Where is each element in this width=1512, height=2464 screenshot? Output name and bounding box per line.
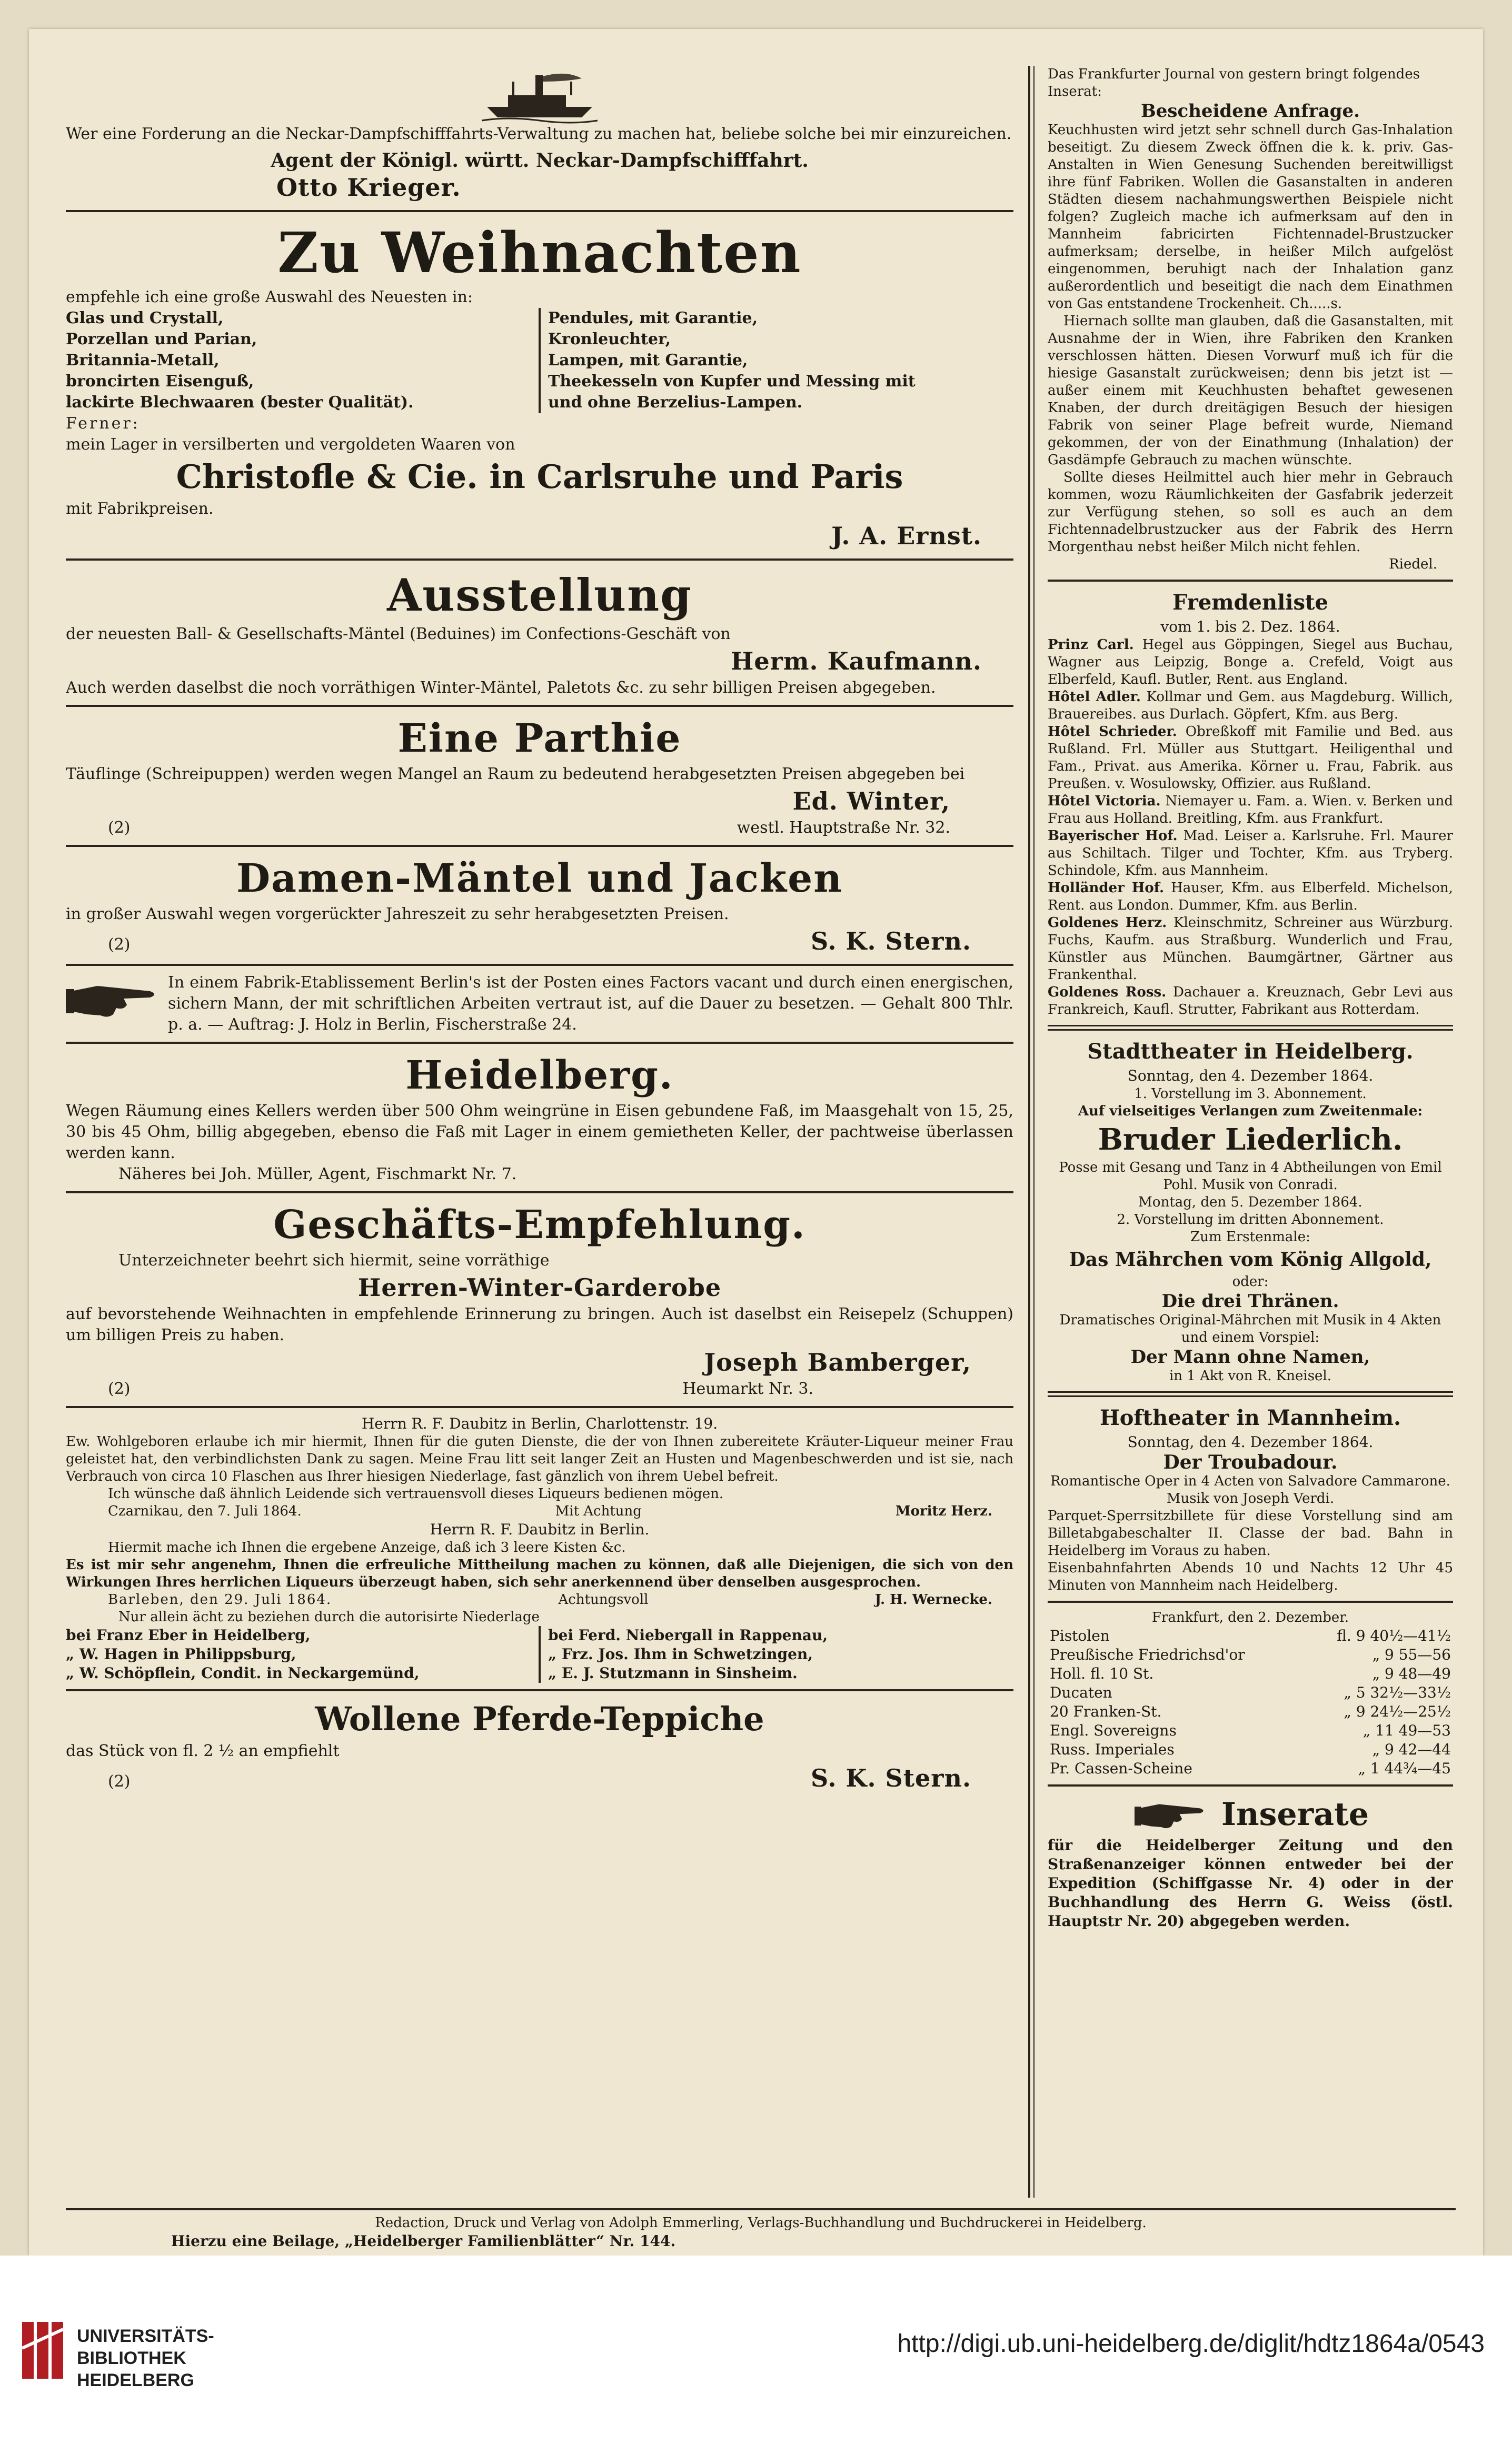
geschaeft-addr: Heumarkt Nr. 3. <box>682 1380 813 1398</box>
factor-text: In einem Fabrik-Etablissement Berlin's ist der Posten eines Factors vacant und durch einen energischen, sichern Mann, der mit schriftlichen Arbeiten vertraut ist, auf die Dauer zu besetzen. — Gehalt 800 Thlr. p. a. — Auftrag: J. Holz in Berlin, Fischerstraße 24. <box>168 973 1013 1034</box>
letter-text: Es ist mir sehr angenehm, Ihnen die erfreuliche Mittheilung machen zu können, daß alle Diejenigen, die sich von den Wirkungen Ihres herrlichen Liqueurs überzeugt haben, sich sehr anerkennend über denselben ausgesprochen. <box>66 1557 1013 1590</box>
library-name-line: BIBLIOTHEK <box>77 2348 186 2368</box>
parthie-ad <box>66 713 1013 839</box>
exchange-rates <box>1048 1627 1453 1778</box>
stadttheater-date2: Montag, den 5. Dezember 1864. <box>1138 1194 1362 1210</box>
letter-place: Czarnikau, den 7. Juli 1864. <box>108 1503 302 1519</box>
depot-line: „ W. Hagen in Philippsburg, <box>66 1645 296 1663</box>
weihnachten-firm: J. A. Ernst. <box>831 522 982 550</box>
ausstellung-firm: Herm. Kaufmann. <box>730 647 982 675</box>
hotel-name: Hôtel Victoria. <box>1048 793 1161 809</box>
fremdenliste-date: vom 1. bis 2. Dez. 1864. <box>1160 618 1340 635</box>
ub-heidelberg-logo-icon <box>19 2319 66 2382</box>
coin-name: Russ. Imperiales <box>1050 1741 1175 1758</box>
fremden-entry <box>1048 723 1453 793</box>
divider <box>1048 1391 1453 1397</box>
letter-text: Ew. Wohlgeboren erlaube ich mir hiermit, Ihnen für die guten Dienste, die der von Ihnen zubereitete Kräuter-Liqueur meiner Frau geleistet hat, den verbindlichsten Dank zu sagen. Meine Frau litt seit langer Zeit an Husten und Magenbeschwerden und ist sie, nach Verbrauch von circa 10 Flaschen aus Ihrer hiesigen Niederlage, fast gänzlich von ihrem Uebel befreit. <box>66 1434 1013 1484</box>
depot-line: „ Frz. Jos. Ihm in Schwetzingen, <box>548 1645 813 1663</box>
item-line: broncirten Eisenguß, <box>66 372 254 391</box>
hotel-name: Hôtel Adler. <box>1048 689 1141 705</box>
coin-rate: „ 11 49—53 <box>1362 1722 1451 1739</box>
hotel-name: Goldenes Herz. <box>1048 915 1167 931</box>
fremden-entry <box>1048 880 1453 914</box>
item-line: und ohne Berzelius-Lampen. <box>548 393 803 412</box>
column-rule <box>1033 66 1034 2198</box>
item-line: Britannia-Metall, <box>66 351 220 370</box>
left-column <box>66 66 1013 1794</box>
garderobe-line: Herren-Winter-Garderobe <box>357 1273 722 1302</box>
stadttheater-desc3: in 1 Akt von R. Kneisel. <box>1169 1368 1331 1384</box>
divider <box>66 1406 1013 1408</box>
guest-list: Kleinschmitz, Schreiner aus Würzburg. Fuchs, Kaufm. aus Straßburg. Wunderlich und Frau, Künstler aus München. Baumgärtner, Gärtner aus Frankenthal. <box>1048 915 1453 983</box>
stadttheater-desc: Posse mit Gesang und Tanz in 4 Abtheilungen von Emil Pohl. Musik von Conradi. <box>1059 1160 1442 1193</box>
fremden-entry <box>1048 689 1453 723</box>
library-name-line: HEIDELBERG <box>77 2370 194 2390</box>
stadttheater-vorst: 1. Vorstellung im 3. Abonnement. <box>1134 1086 1367 1102</box>
stadttheater-vorst2: 2. Vorstellung im dritten Abonnement. <box>1117 1212 1384 1228</box>
divider <box>1048 1601 1453 1603</box>
guest-list: Niemayer u. Fam. a. Wien. v. Berken und Frau aus Holland. Breitling, Kfm. aus Frankfurt. <box>1048 793 1453 826</box>
coin-name: Holl. fl. 10 St. <box>1050 1665 1154 1682</box>
depot-line: bei Franz Eber in Heidelberg, <box>66 1627 311 1644</box>
ausstellung-text: der neuesten Ball- & Gesellschafts-Mäntel (Beduines) im Confections-Geschäft von <box>66 625 731 643</box>
divider <box>66 1042 1013 1044</box>
coin-rate: „ 9 48—49 <box>1372 1665 1451 1682</box>
repeat-count: (2) <box>108 935 131 954</box>
stadttheater-ad <box>1048 1037 1453 1385</box>
teppiche-text: das Stück von fl. 2 ½ an empfiehlt <box>66 1742 340 1760</box>
daubitz-ad <box>66 1414 1013 1683</box>
letter-place: Barleben, den 29. Juli 1864. <box>108 1592 332 1608</box>
coin-rate: „ 5 32½—33½ <box>1344 1684 1451 1701</box>
hoftheater-title: Hoftheater in Mannheim. <box>1099 1405 1401 1430</box>
depot-intro: Nur allein ächt zu beziehen durch die autorisirte Niederlage <box>118 1609 540 1625</box>
hotel-name: Holländer Hof. <box>1048 880 1165 896</box>
table-row <box>1048 1627 1453 1645</box>
divider <box>66 1689 1013 1691</box>
item-line: Porzellan und Parian, <box>66 330 257 348</box>
damen-ad <box>66 853 1013 957</box>
journal-intro: Das Frankfurter Journal von gestern bringt folgendes Inserat: <box>1048 66 1420 99</box>
hotel-name: Bayerischer Hof. <box>1048 828 1178 844</box>
journal-text: Hiernach sollte man glauben, daß die Gasanstalten, mit Ausnahme der in Wien, ihre Fabriken den Kranken verschlossen hätten. Diesen Vorwurf muß ich für die hiesige Gasanstalt zurückweisen; denn bis jetzt ist — außer einem mit Keuchhusten behaftet gewesenen Knaben, der durch dreitägigen Besuch der hiesigen Fabrik von seiner Plage befreit wurde, Niemand gekommen, der von der Einathmung (Inhalation) der Gasdämpfe Gebrauch zu machen wünschte. <box>1048 313 1453 468</box>
table-row <box>1048 1664 1453 1683</box>
heidelberg-title: Heidelberg. <box>405 1053 674 1098</box>
kurse-head: Frankfurt, den 2. Dezember. <box>1151 1610 1349 1625</box>
inserate-title: Inserate <box>1221 1796 1369 1833</box>
parthie-addr: westl. Hauptstraße Nr. 32. <box>737 819 950 837</box>
table-row <box>1048 1702 1453 1721</box>
steamship-icon <box>476 66 603 124</box>
stadttheater-auf: Auf vielseitiges Verlangen zum Zweitenmale: <box>1078 1103 1423 1119</box>
imprint-line: Redaction, Druck und Verlag von Adolph Emmerling, Verlags-Buchhandlung und Buchdruckerei in Heidelberg. <box>375 2215 1147 2231</box>
journal-signature: Riedel. <box>1389 556 1437 572</box>
source-url[interactable]: http://digi.ub.uni-heidelberg.de/diglit/hdtz1864a/0543 <box>897 2330 1485 2358</box>
geschaeft-ad <box>66 1200 1013 1400</box>
item-line: Lampen, mit Garantie, <box>548 351 748 370</box>
hotel-name: Prinz Carl. <box>1048 637 1134 653</box>
journal-article <box>1048 66 1453 573</box>
guest-list: Dachauer a. Kreuznach, Gebr Levi aus Frankreich, Kaufl. Strutter, Fabrikant aus Rotterdam. <box>1048 984 1453 1017</box>
table-row <box>1048 1759 1453 1778</box>
weihnachten-preise: mit Fabrikpreisen. <box>66 500 214 518</box>
inserate-text: für die Heidelberger Zeitung und den Straßenanzeiger können entweder bei der Expedition (Schiffgasse Nr. 4) oder in der Buchhandlung des Herrn G. Weiss (östl. Hauptstr Nr. 20) abgegeben werden. <box>1048 1837 1453 1930</box>
weihnachten-ad <box>66 218 1013 552</box>
stadttheater-desc2: Dramatisches Original-Mährchen mit Musik in 4 Akten und einem Vorspiel: <box>1059 1312 1441 1345</box>
christofle-line: Christofle & Cie. in Carlsruhe und Paris <box>176 457 903 496</box>
weihnachten-lager: mein Lager in versilberten und vergoldeten Waaren von <box>66 435 515 454</box>
stadttheater-title: Stadttheater in Heidelberg. <box>1087 1039 1414 1064</box>
geschaeft-text2: auf bevorstehende Weihnachten in empfehlende Erinnerung zu bringen. Auch ist daselbst ein Reisepelz (Schuppen) um billigen Preis zu haben. <box>66 1305 1013 1344</box>
heidelberg-ad <box>66 1050 1013 1185</box>
right-column <box>1048 66 1453 1931</box>
neckar-name: Otto Krieger. <box>276 173 461 202</box>
guest-list: Hegel aus Göppingen, Siegel aus Buchau, Wagner aus Leipzig, Bonge a. Crefeld, Voigt aus Elberfeld, Kaufl. Butler, Rent. aus England. <box>1048 637 1453 687</box>
neckar-text: Wer eine Forderung an die Neckar-Dampfschifffahrts-Verwaltung zu machen hat, beliebe solche bei mir einzureichen. <box>66 125 1012 143</box>
column-separator <box>539 1626 541 1683</box>
repeat-count: (2) <box>108 819 131 837</box>
coin-rate: „ 9 42—44 <box>1372 1741 1451 1758</box>
table-row <box>1048 1683 1453 1702</box>
ausstellung-ad <box>66 567 1013 699</box>
imprint <box>66 2208 1456 2251</box>
fremdenliste-title: Fremdenliste <box>1172 590 1328 615</box>
guest-list: Hauser, Kfm. aus Elberfeld. Michelson, Rent. aus London. Dummer, Kfm. aus Berlin. <box>1048 880 1453 913</box>
geschaeft-firm: Joseph Bamberger, <box>704 1348 971 1376</box>
table-row <box>1048 1645 1453 1664</box>
letter-heading: Herrn R. F. Daubitz in Berlin. <box>430 1521 650 1538</box>
letter-greeting: Mit Achtung <box>555 1503 642 1519</box>
divider <box>1048 1025 1453 1031</box>
neckar-ad <box>66 66 1013 204</box>
coin-name: Preußische Friedrichsd'or <box>1050 1646 1245 1663</box>
fremden-entry <box>1048 636 1453 689</box>
ausstellung-title: Ausstellung <box>387 569 692 621</box>
table-row <box>1048 1721 1453 1740</box>
column-rule <box>1028 66 1030 2198</box>
repeat-count: (2) <box>108 1380 131 1398</box>
fremdenliste <box>1048 588 1453 1019</box>
fremden-entry <box>1048 793 1453 827</box>
divider <box>66 2208 1456 2210</box>
coin-name: 20 Franken-St. <box>1050 1703 1162 1720</box>
inserate-ad <box>1048 1793 1453 1931</box>
fremden-entry <box>1048 827 1453 880</box>
guest-list: Kollmar und Gem. aus Magdeburg. Willich, Brauereibes. aus Durlach. Göpfert, Kfm. aus Berg. <box>1048 689 1453 722</box>
guest-list: Obreßkoff mit Familie und Bed. aus Rußland. Frl. Müller aus Stuttgart. Heiligenthal und Fam., Privat. aus Amerika. Körner u. Frau, Fabrik. aus Preußen. v. Wosulowsky, Offizier. aus Rußland. <box>1048 724 1453 792</box>
divider <box>1048 1784 1453 1787</box>
damen-title: Damen-Mäntel und Jacken <box>236 856 843 901</box>
hotel-name: Goldenes Ross. <box>1048 984 1167 1000</box>
teppiche-ad <box>66 1698 1013 1794</box>
ausstellung-text2: Auch werden daselbst die noch vorräthigen Winter-Mäntel, Paletots &c. zu sehr billigen Preisen abgegeben. <box>66 679 936 697</box>
stadttheater-play3: Der Mann ohne Namen, <box>1130 1346 1370 1368</box>
damen-firm: S. K. Stern. <box>810 927 971 955</box>
parthie-text: Täuflinge (Schreipuppen) werden wegen Mangel an Raum zu bedeutend herabgesetzten Preisen abgegeben bei <box>66 765 965 783</box>
damen-text: in großer Auswahl wegen vorgerückter Jahreszeit zu sehr herabgesetzten Preisen. <box>66 905 729 923</box>
divider <box>66 1191 1013 1193</box>
library-name <box>77 2325 214 2391</box>
divider <box>66 210 1013 212</box>
coin-name: Engl. Sovereigns <box>1050 1722 1177 1739</box>
coin-rate: fl. 9 40½—41½ <box>1337 1627 1451 1644</box>
stadttheater-play: Bruder Liederlich. <box>1098 1122 1403 1157</box>
letter-text: Hiermit mache ich Ihnen die ergebene Anzeige, daß ich 3 leere Kisten &c. <box>108 1540 626 1555</box>
item-line: lackirte Blechwaaren (bester Qualität). <box>66 393 414 412</box>
coin-rate: „ 9 55—56 <box>1372 1646 1451 1663</box>
item-line: Glas und Crystall, <box>66 309 224 327</box>
fremden-entry <box>1048 914 1453 984</box>
teppiche-title: Wollene Pferde-Teppiche <box>315 1700 764 1738</box>
journal-title: Bescheidene Anfrage. <box>1141 101 1360 122</box>
neckar-agent: Agent der Königl. württ. Neckar-Dampfschifffahrt. <box>271 149 809 172</box>
repeat-count: (2) <box>108 1772 131 1791</box>
coin-name: Ducaten <box>1050 1684 1112 1701</box>
table-row <box>1048 1740 1453 1759</box>
divider <box>66 964 1013 966</box>
fremden-entry <box>1048 984 1453 1019</box>
imprint-beilage: Hierzu eine Beilage, „Heidelberger Familienblätter“ Nr. 144. <box>171 2232 676 2250</box>
geschaeft-text1: Unterzeichneter beehrt sich hiermit, seine vorräthige <box>118 1251 550 1270</box>
hoftheater-parquet: Parquet-Sperrsitzbillete für diese Vorstellung sind am Billetabgabeschalter II. Classe der bad. Bahn in Heidelberg im Voraus zu haben. <box>1048 1508 1453 1559</box>
letter-greeting: Achtungsvoll <box>558 1592 649 1608</box>
stadttheater-date: Sonntag, den 4. Dezember 1864. <box>1127 1067 1374 1084</box>
stadttheater-erst: Zum Erstenmale: <box>1190 1229 1310 1245</box>
item-line: Theekesseln von Kupfer und Messing mit <box>548 372 916 391</box>
item-line: Kronleuchter, <box>548 330 671 348</box>
divider <box>66 705 1013 707</box>
item-line: Pendules, mit Garantie, <box>548 309 758 327</box>
divider <box>66 558 1013 561</box>
divider <box>66 845 1013 847</box>
factor-ad <box>66 972 1013 1035</box>
library-footer <box>0 2256 1512 2464</box>
weihnachten-title: Zu Weihnachten <box>277 220 802 285</box>
hotel-name: Hôtel Schrieder. <box>1048 724 1177 740</box>
hoftheater-play: Der Troubadour. <box>1163 1451 1338 1473</box>
hoftheater-desc: Romantische Oper in 4 Acten von Salvadore Cammarone. Musik von Joseph Verdi. <box>1050 1473 1450 1507</box>
coin-rate: „ 1 44¾—45 <box>1358 1760 1451 1777</box>
letter-signature: Moritz Herz. <box>895 1503 992 1519</box>
weihnachten-intro: empfehle ich eine große Auswahl des Neuesten in: <box>66 288 473 306</box>
stadttheater-play2: Das Mährchen vom König Allgold, <box>1069 1249 1432 1271</box>
journal-text: Sollte dieses Heilmittel auch hier mehr in Gebrauch kommen, wozu Räumlichkeiten der Gasfabrik jederzeit zur Verfügung stehen, so soll es auch an dem Fichtennadelbrustzucker aus der Fabrik des Herrn Morgenthau nebst heißer Milch nicht fehlen. <box>1048 470 1453 555</box>
pointing-hand-icon <box>1132 1796 1211 1833</box>
hoftheater-date: Sonntag, den 4. Dezember 1864. <box>1127 1433 1374 1451</box>
library-name-line: UNIVERSITÄTS- <box>77 2326 214 2346</box>
newspaper-page <box>29 29 1483 2256</box>
letter-signature: J. H. Wernecke. <box>874 1592 992 1608</box>
coin-rate: „ 9 24½—25½ <box>1344 1703 1451 1720</box>
depot-line: bei Ferd. Niebergall in Rappenau, <box>548 1627 828 1644</box>
letter-text: Ich wünsche daß ähnlich Leidende sich vertrauensvoll dieses Liqueurs bedienen mögen. <box>108 1486 724 1502</box>
heidelberg-text: Wegen Räumung eines Kellers werden über 500 Ohm weingrüne in Eisen gebundene Faß, im Maasgehalt von 15, 25, 30 bis 45 Ohm, billig abgegeben, ebenso die Faß mit Lager in einem gemietheten Keller, der pachtweise überlassen werden kann. <box>66 1102 1013 1162</box>
stadttheater-oder: oder: <box>1232 1274 1269 1290</box>
parthie-firm: Ed. Winter, <box>792 787 950 815</box>
journal-text: Keuchhusten wird jetzt sehr schnell durch Gas-Inhalation beseitigt. Zu diesem Zweck öffnen die k. k. priv. Gas-Anstalten in Wien Genesung Suchenden bereitwilligst ihre fünf Fabriken. Wollen die Gasanstalten in anderen Städten diesem nachahmungswerthen Beispiele nicht folgen? Zugleich mache ich aufmerksam auf den in Mannheim fabricirten Fichtennadel-Brustzucker aufmerksam; derselbe, in heißer Milch aufgelöst eingenommen, beruhigt nach der Inhalation ganz außerordentlich und beseitigt die nach dem Einathmen von Gas entstandene Trockenheit. Ch.....s. <box>1048 122 1453 312</box>
hoftheater-ad <box>1048 1403 1453 1594</box>
parthie-title: Eine Parthie <box>397 716 682 761</box>
letter-heading: Herrn R. F. Daubitz in Berlin, Charlottenstr. 19. <box>361 1415 718 1432</box>
depot-line: „ E. J. Stutzmann in Sinsheim. <box>548 1664 798 1682</box>
weihnachten-ferner: Ferner: <box>66 414 140 433</box>
column-separator <box>539 308 541 413</box>
coin-name: Pr. Cassen-Scheine <box>1050 1760 1192 1777</box>
guest-list: Mad. Leiser a. Karlsruhe. Frl. Maurer aus Schiltach. Tilger und Tochter, Kfm. aus Tryberg. Schindole, Kfm. aus Mannheim. <box>1048 828 1453 879</box>
library-logo <box>19 2313 214 2419</box>
stadttheater-play2b: Die drei Thränen. <box>1161 1291 1339 1312</box>
hoftheater-eisen: Eisenbahnfahrten Abends 10 und Nachts 12 Uhr 45 Minuten von Mannheim nach Heidelberg. <box>1048 1560 1453 1593</box>
heidelberg-naheres: Näheres bei Joh. Müller, Agent, Fischmarkt Nr. 7. <box>118 1165 517 1183</box>
divider <box>1048 580 1453 582</box>
pointing-hand-icon <box>66 975 161 1023</box>
depot-line: „ W. Schöpflein, Condit. in Neckargemünd, <box>66 1664 420 1682</box>
teppiche-firm: S. K. Stern. <box>810 1764 971 1792</box>
kurse-table <box>1048 1609 1453 1778</box>
geschaeft-title: Geschäfts-Empfehlung. <box>273 1202 806 1248</box>
coin-name: Pistolen <box>1050 1627 1110 1644</box>
